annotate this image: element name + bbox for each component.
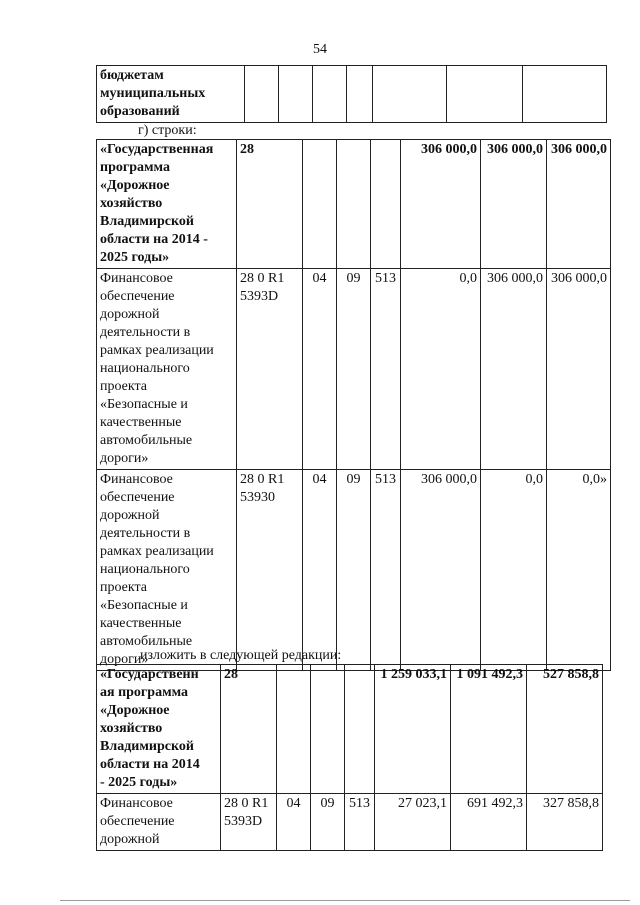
table-row: [97, 794, 603, 851]
row-name: бюджетам муниципальных образований: [97, 66, 245, 123]
cell-rz: 04: [303, 269, 337, 470]
cell-y2: 306 000,0: [481, 269, 547, 470]
cell-code: 28 0 R1 53930: [237, 470, 303, 671]
cell-y2: 0,0: [481, 470, 547, 671]
cell-y1: 306 000,0: [401, 140, 481, 269]
cell-pr: 09: [337, 470, 371, 671]
cell-rz: 04: [277, 794, 311, 851]
cell-pr: [311, 665, 345, 794]
table-row: [97, 269, 611, 470]
table-row: [97, 140, 611, 269]
table-row: [97, 470, 611, 671]
cell-code: 28: [221, 665, 277, 794]
table-row: [97, 665, 603, 794]
cell-y1: 306 000,0: [401, 470, 481, 671]
cell-y2: [447, 66, 523, 123]
table-fragment-top: [96, 65, 607, 123]
cell-y3: 527 858,8: [527, 665, 603, 794]
cell-pr: 09: [311, 794, 345, 851]
cell-y1: 27 023,1: [375, 794, 451, 851]
cell-rz: [277, 665, 311, 794]
row-name: Финансовое обеспечение дорожной: [97, 794, 221, 851]
cell-rz: [303, 140, 337, 269]
cell-y1: 1 259 033,1: [375, 665, 451, 794]
cell-code: 28: [237, 140, 303, 269]
row-name: Финансовое обеспечение дорожной деятельности в рамках реализации национального проекта «Безопасные и качественные автомобильные дороги»: [97, 269, 237, 470]
cell-y3: 306 000,0: [547, 269, 611, 470]
cell-vr: [371, 140, 401, 269]
cell-y1: [373, 66, 447, 123]
cell-pr: 09: [337, 269, 371, 470]
cell-code: [245, 66, 279, 123]
cell-y2: 306 000,0: [481, 140, 547, 269]
page-edge-line: [60, 900, 630, 901]
cell-rz: 04: [303, 470, 337, 671]
row-name: «Государственная программа «Дорожное хозяйство Владимирской области на 2014 - 2025 годы»: [97, 140, 237, 269]
cell-vr: 513: [345, 794, 375, 851]
cell-vr: 513: [371, 470, 401, 671]
cell-code: 28 0 R1 5393D: [237, 269, 303, 470]
cell-rz: [279, 66, 313, 123]
page-number: 54: [313, 42, 327, 57]
cell-y2: 691 492,3: [451, 794, 527, 851]
cell-pr: [313, 66, 347, 123]
cell-code: 28 0 R1 5393D: [221, 794, 277, 851]
cell-y3: 327 858,8: [527, 794, 603, 851]
table-row: [97, 66, 607, 123]
cell-vr: 513: [371, 269, 401, 470]
row-name: «Государственн ая программа «Дорожное хозяйство Владимирской области на 2014 - 2025 годы»: [97, 665, 221, 794]
section-label-g: г) строки:: [138, 123, 197, 138]
table-old-rows: [96, 139, 611, 671]
cell-pr: [337, 140, 371, 269]
section-label-new: изложить в следующей редакции:: [140, 648, 342, 663]
cell-y3: 0,0»: [547, 470, 611, 671]
cell-y3: 306 000,0: [547, 140, 611, 269]
cell-y3: [523, 66, 607, 123]
cell-y1: 0,0: [401, 269, 481, 470]
cell-vr: [347, 66, 373, 123]
cell-y2: 1 091 492,3: [451, 665, 527, 794]
table-new-rows: [96, 664, 603, 851]
row-name: Финансовое обеспечение дорожной деятельности в рамках реализации национального проекта «Безопасные и качественные автомобильные дороги»: [97, 470, 237, 671]
cell-vr: [345, 665, 375, 794]
